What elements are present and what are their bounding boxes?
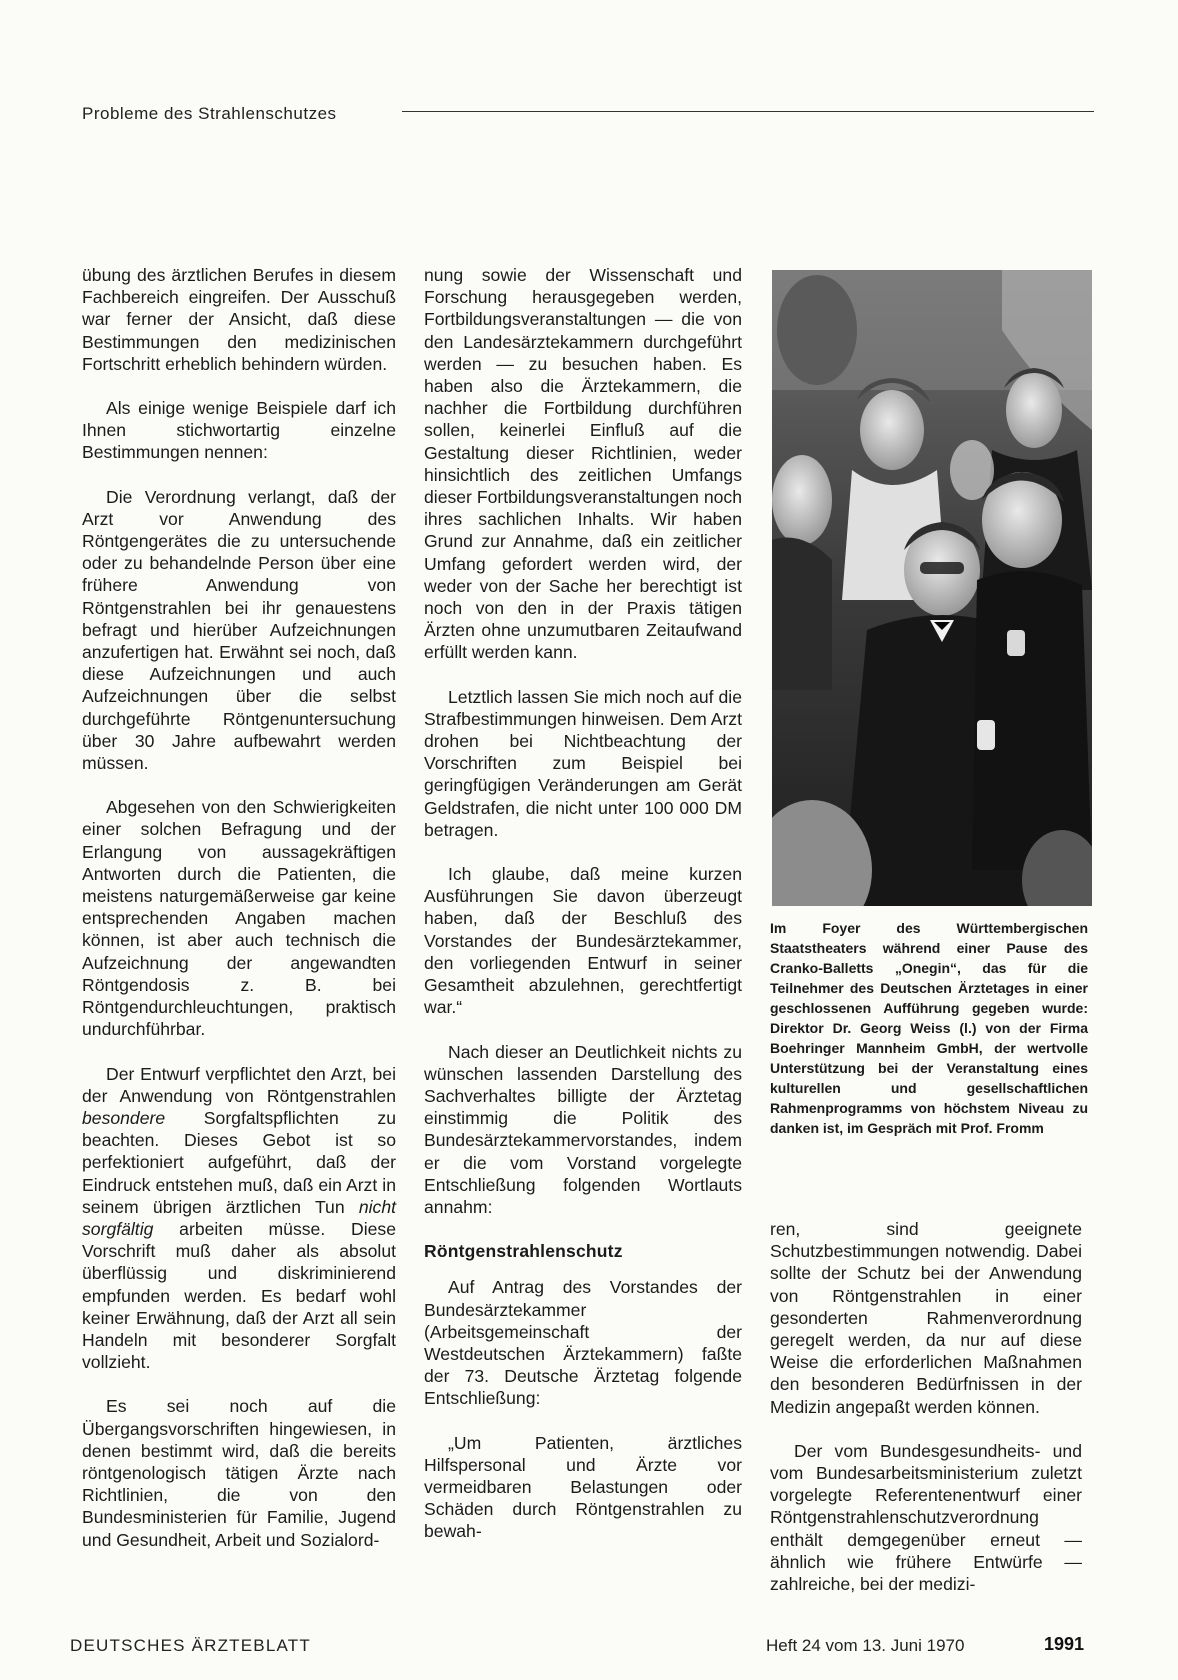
text-run: arbeiten müsse. Diese Vorschrift muß daher als absolut überflüssig und diskriminierend empfunden werden. Es bedarf wohl keiner Erwähnung, daß der Arzt all sein Handeln mit besonderer Sorgfalt vollzieht. xyxy=(82,1218,396,1373)
text-run: Sorgfaltspflichten zu beachten. Dieses Gebot ist so perfektioniert aufgeführt, daß der Eindruck entstehen muß, daß ein Arzt in seinem übrigen ärztlichen Tun xyxy=(82,1107,396,1217)
photo-caption: Im Foyer des Württembergischen Staatstheaters während einer Pause des Cranko-Balletts „Onegin“, das für die Teilnehmer des Deutschen Ärztetages in einer geschlossenen Aufführung gegeben wurde: Direktor Dr. Georg Weiss (l.) von der Firma Boehringer Mannheim GmbH, der wertvolle Unterstützung bei der Veranstaltung eines kulturellen und gesellschaftlichen Rahmenprogramms von höchstem Niveau zu danken ist, im Gespräch mit Prof. Fromm xyxy=(770,920,1088,1136)
paragraph: Ich glaube, daß meine kurzen Ausführungen Sie davon überzeugt haben, daß der Beschluß des Vorstandes der Bundesärztekammer, den vorliegenden Entwurf in seiner Gesamtheit abzulehnen, gerechtfertigt war.“ xyxy=(424,864,742,1018)
paragraph xyxy=(82,1063,396,1374)
paragraph: nung sowie der Wissenschaft und Forschung herausgegeben werden, Fortbildungsveranstaltungen — die von den Landesärztekammern durchgeführt werden — zu besuchen haben. Es haben also die Ärztekammern, die nachher die Fortbildung durchführen sollen, keinerlei Einfluß auf die Gestaltung dieser Richtlinien, weder hinsichtlich des zeitlichen Umfangs dieser Fortbildungsveranstaltungen noch ihres sachlichen Inhalts. Wir haben Grund zur Annahme, daß ein zeitlicher Umfang gefordert werden wird, der weder von der Sache her berechtigt ist noch von den in der Praxis tätigen Ärzten ohne unzumutbaren Zeitaufwand erfüllt werden kann. xyxy=(424,265,742,663)
paragraph: Die Verordnung verlangt, daß der Arzt vor Anwendung des Röntgengerätes die zu untersuchende oder zu behandelnde Person über eine frühere Anwendung von Röntgenstrahlen bei ihr genauestens befragt und hierüber Aufzeichnungen anzufertigen hat. Erwähnt sei noch, daß diese Aufzeichnungen und auch Aufzeichnungen über die selbst durchgeführte Röntgenuntersuchung über 30 Jahre aufbewahrt werden müssen. xyxy=(82,486,396,774)
paragraph: Abgesehen von den Schwierigkeiten einer solchen Befragung und der Erlangung von aussagekräftigen Antworten durch die Patienten, die meistens naturgemäßerweise gar keine entsprechenden Angaben machen können, ist aber auch technisch die Aufzeichnung der angewandten Röntgendosis z. B. bei Röntgendurchleuchtungen, praktisch undurchführbar. xyxy=(82,797,396,1040)
page-number: 1991 xyxy=(1044,1634,1085,1654)
paragraph: Als einige wenige Beispiele darf ich Ihnen stichwortartig einzelne Bestimmungen nennen: xyxy=(82,398,396,463)
emphasis: besondere xyxy=(82,1107,166,1128)
issue-info: Heft 24 vom 13. Juni 1970 xyxy=(766,1636,965,1655)
text-column-2 xyxy=(424,264,742,1543)
running-head: Probleme des Strahlenschutzes xyxy=(82,104,337,123)
paragraph: Es sei noch auf die Übergangsvorschriften hingewiesen, in denen bestimmt wird, daß die bereits röntgenologisch tätigen Ärzte nach Richtlinien, die von den Bundesministerien für Familie, Jugend und Gesundheit, Arbeit und Sozialord- xyxy=(82,1396,396,1550)
event-photo xyxy=(772,270,1092,906)
paragraph: übung des ärztlichen Berufes in diesem Fachbereich eingreifen. Der Ausschuß war ferner der Ansicht, daß diese Bestimmungen den medizinischen Fortschritt erheblich behindern würden. xyxy=(82,265,396,374)
text-column-1 xyxy=(82,264,396,1551)
section-heading: Röntgenstrahlenschutz xyxy=(424,1241,623,1262)
text-column-3 xyxy=(770,1218,1082,1595)
emphasis: nicht sorgfältig xyxy=(82,1196,396,1239)
paragraph: ren, sind geeignete Schutzbestimmungen notwendig. Dabei sollte der Schutz bei der Anwendung von Röntgenstrahlen in einer gesonderten Rahmenverordnung geregelt werden, da nur auf diese Weise die erforderlichen Maßnahmen den besonderen Bedürfnissen in der Medizin angepaßt werden können. xyxy=(770,1219,1082,1417)
paragraph: Nach dieser an Deutlichkeit nichts zu wünschen lassenden Darstellung des Sachverhaltes billigte der Ärztetag einstimmig die Politik des Bundesärztekammervorstandes, indem er die vom Vorstand vorgelegte Entschließung folgenden Wortlauts annahm: xyxy=(424,1041,742,1217)
header-rule xyxy=(402,111,1094,112)
journal-name: DEUTSCHES ÄRZTEBLATT xyxy=(70,1636,311,1655)
paragraph: „Um Patienten, ärztliches Hilfspersonal und Ärzte vor vermeidbaren Belastungen oder Schäden durch Röntgenstrahlen zu bewah- xyxy=(424,1432,742,1542)
paragraph: Letztlich lassen Sie mich noch auf die Strafbestimmungen hinweisen. Dem Arzt drohen bei Nichtbeachtung der Vorschriften zum Beispiel bei geringfügigen Veränderungen am Gerät Geldstrafen, die nicht unter 100 000 DM betragen. xyxy=(424,686,742,840)
text-run: Der Entwurf verpflichtet den Arzt, bei der Anwendung von Röntgenstrahlen xyxy=(82,1063,396,1106)
paragraph: Auf Antrag des Vorstandes der Bundesärztekammer (Arbeitsgemeinschaft der Westdeutschen Ärztekammern) faßte der 73. Deutsche Ärztetag folgende Entschließung: xyxy=(424,1277,742,1409)
paragraph: Der vom Bundesgesundheits- und vom Bundesarbeitsministerium zuletzt vorgelegte Referentenentwurf einer Röntgenstrahlenschutzverordnung enthält demgegenüber erneut — ähnlich wie frühere Entwürfe — zahlreiche, bei der medizi- xyxy=(770,1440,1082,1595)
